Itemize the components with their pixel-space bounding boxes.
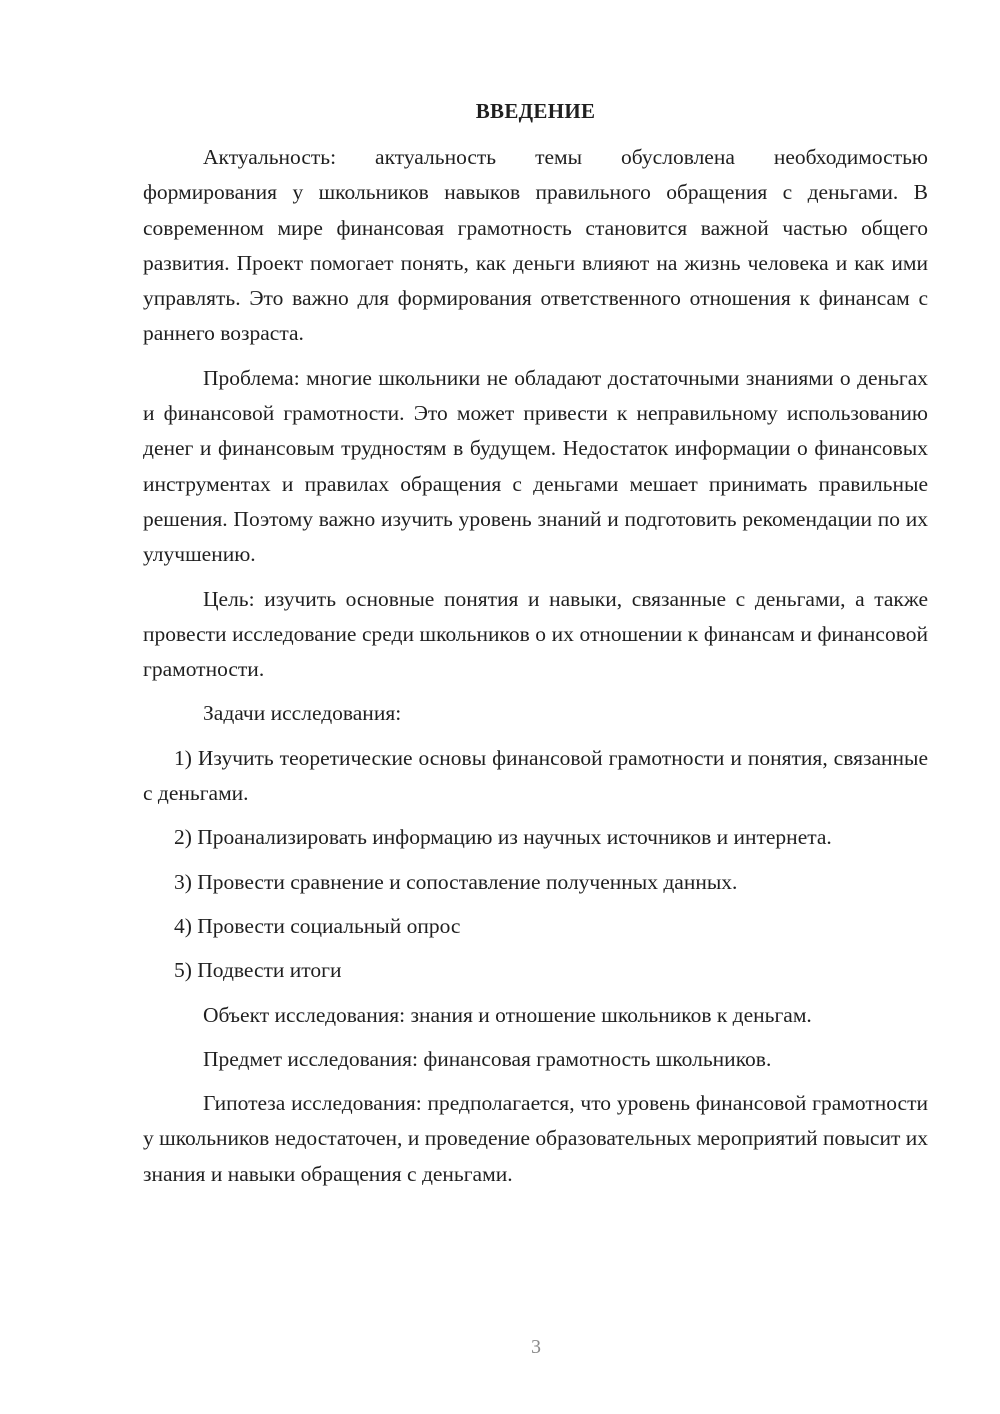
task-item-5: 5) Подвести итоги	[174, 958, 342, 983]
paragraph-relevance: Актуальность: актуальность темы обусловлена необходимостью формирования у школьников навыков правильного обращения с деньгами. В современном мире финансовая грамотность становится важной частью общего развития. Проект помогает понять, как деньги влияют на жизнь человека и как ими управлять. Это важно для формирования ответственного отношения к финансам с раннего возраста.	[143, 145, 928, 346]
page-number: 3	[531, 1336, 541, 1358]
paragraph-object: Объект исследования: знания и отношение школьников к деньгам.	[203, 1002, 812, 1027]
paragraph-goal: Цель: изучить основные понятия и навыки, связанные с деньгами, а также провести исследование среди школьников о их отношении к финансам и финансовой грамотности.	[143, 586, 928, 682]
task-item-4: 4) Провести социальный опрос	[174, 913, 461, 938]
paragraph-subject: Предмет исследования: финансовая грамотность школьников.	[203, 1046, 772, 1071]
paragraph-tasks-heading: Задачи исследования:	[203, 701, 402, 726]
section-heading: ВВЕДЕНИЕ	[475, 99, 596, 123]
paragraph-hypothesis: Гипотеза исследования: предполагается, что уровень финансовой грамотности у школьников недостаточен, и проведение образовательных мероприятий повысит их знания и навыки обращения с деньгами.	[143, 1091, 928, 1186]
task-item-1: 1) Изучить теоретические основы финансовой грамотности и понятия, связанные с деньгами.	[143, 745, 928, 806]
task-item-2: 2) Проанализировать информацию из научных источников и интернета.	[174, 825, 832, 850]
task-item-3: 3) Провести сравнение и сопоставление полученных данных.	[174, 869, 738, 894]
page-content	[143, 95, 928, 1201]
paragraph-problem: Проблема: многие школьники не обладают достаточными знаниями о деньгах и финансовой грамотности. Это может привести к неправильному использованию денег и финансовым трудностям в будущем. Недостаток информации о финансовых инструментах и правилах обращения с деньгами мешает принимать правильные решения. Поэтому важно изучить уровень знаний и подготовить рекомендации по их улучшению.	[143, 365, 928, 567]
